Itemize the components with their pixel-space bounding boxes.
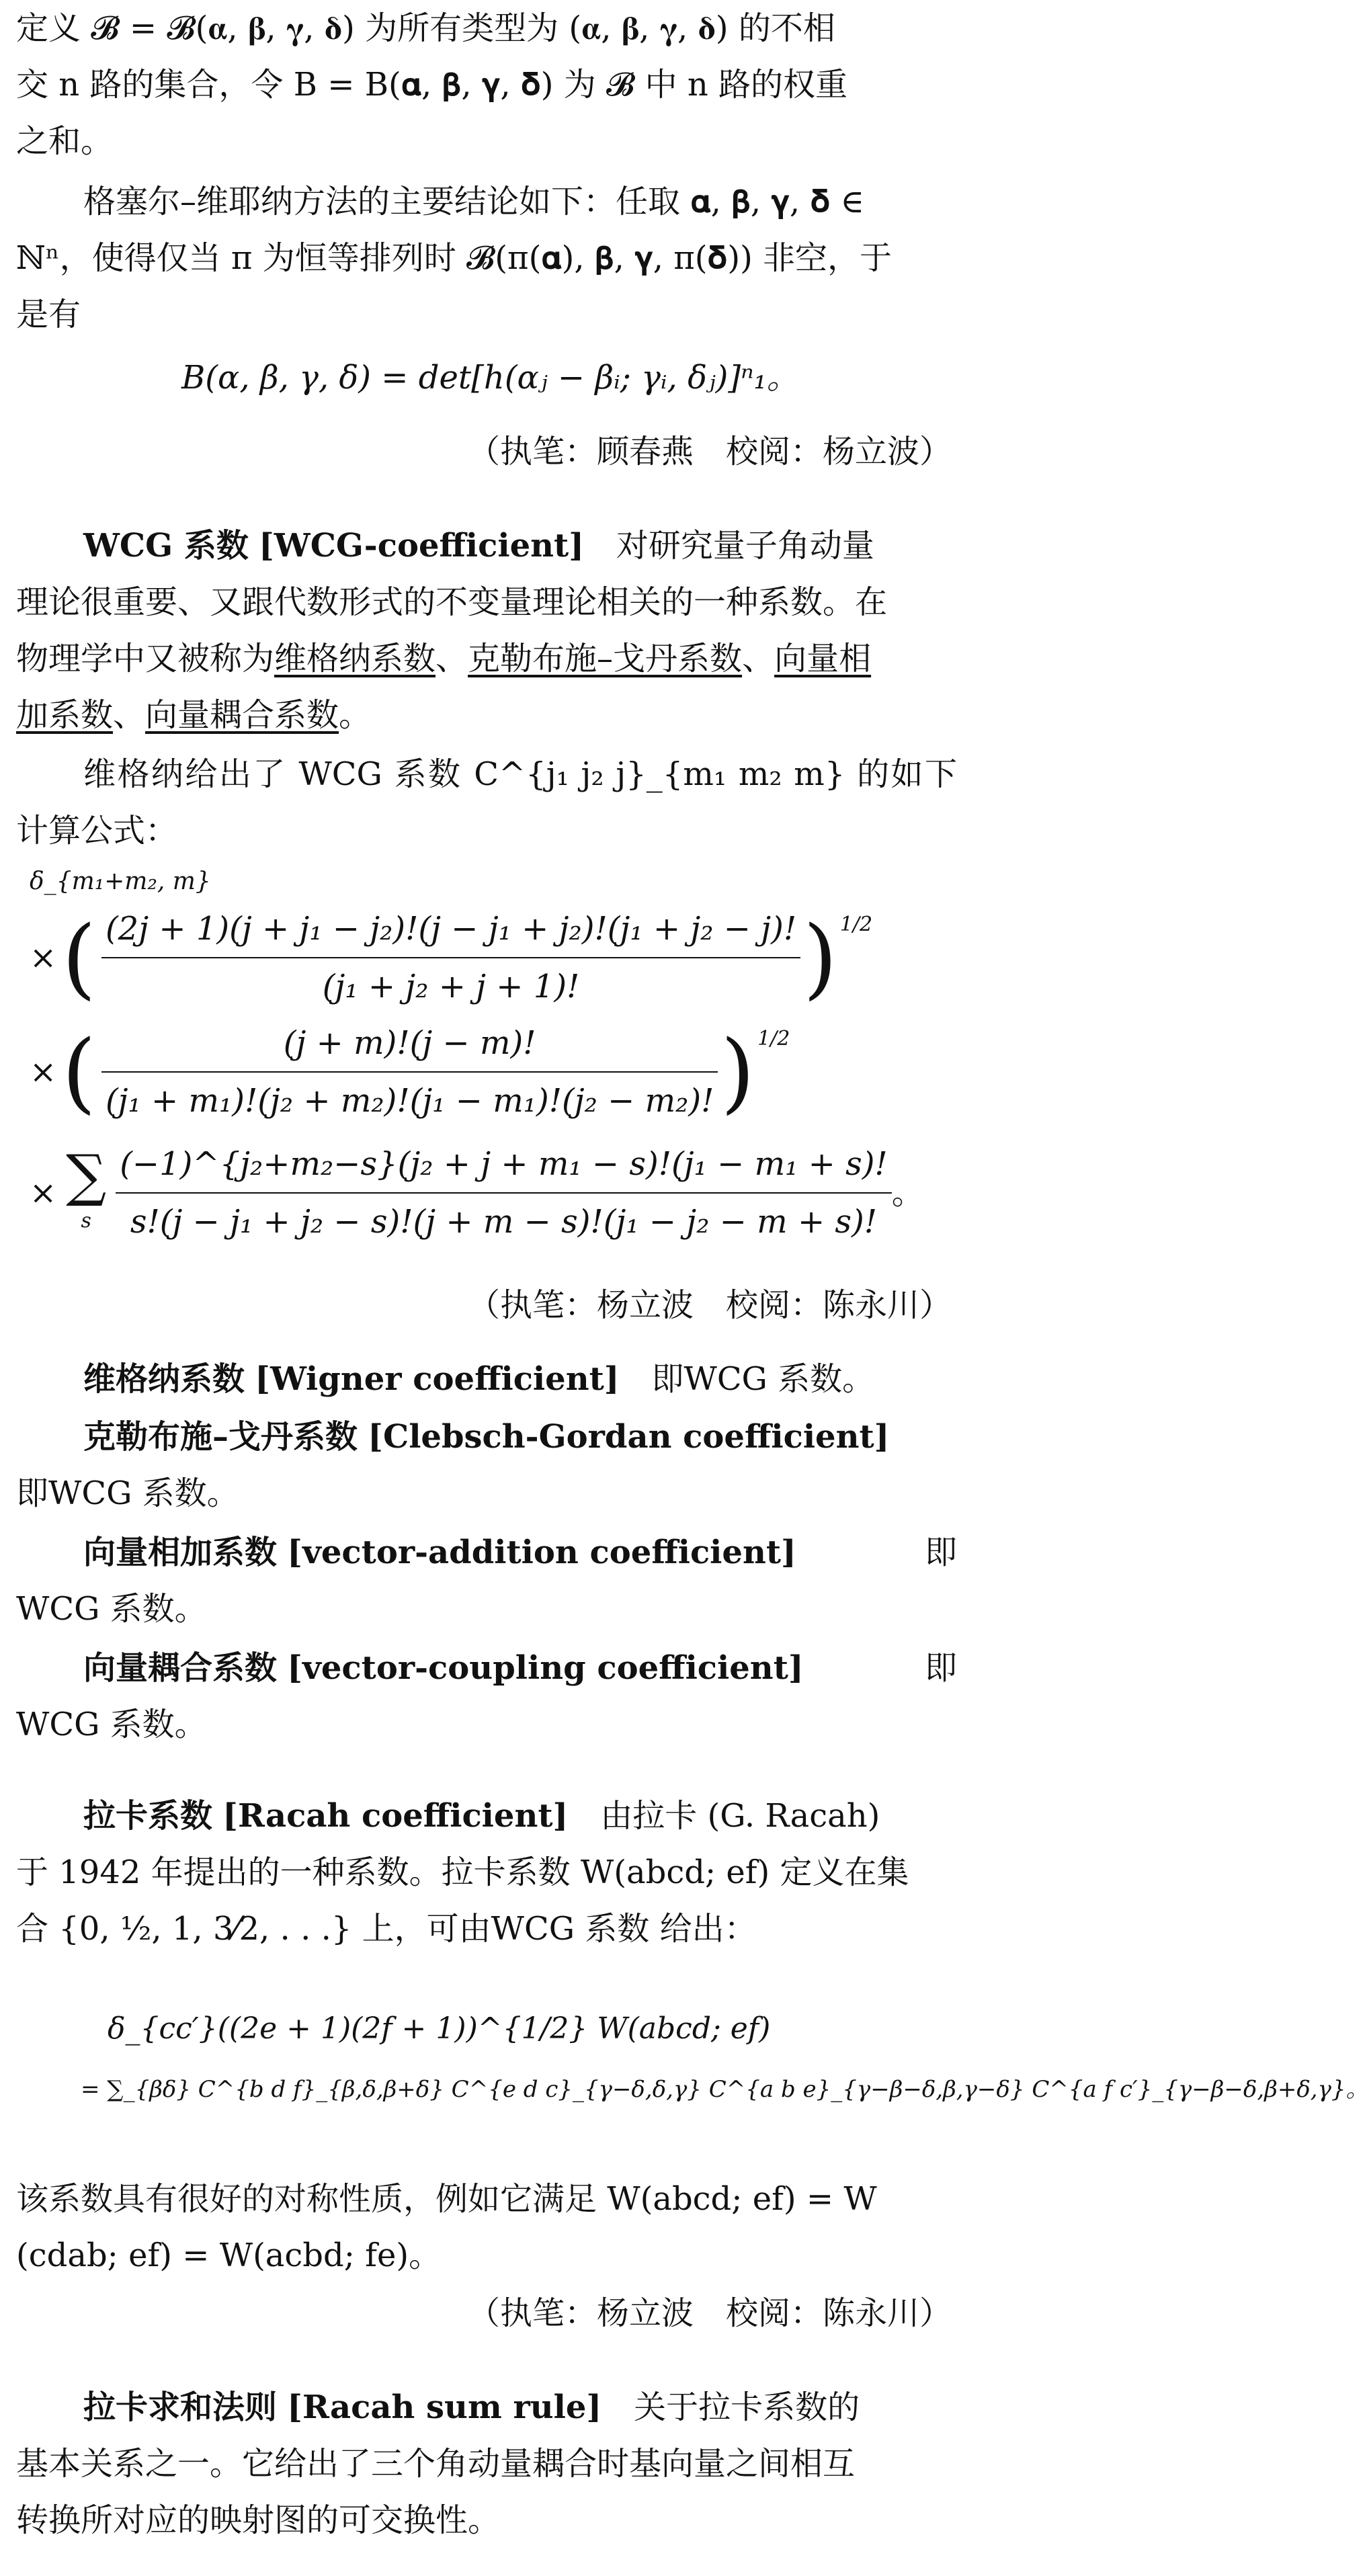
wcg-line3: 物理学中又被称为 <box>16 640 275 677</box>
formula-line-2: × ( $\frac{\text{(2j + 1)(j + j₁ − j₂)!(j − j₁ + j₂)!(j₁ + j₂ − j)!}}{\text{(j₁ + j₂ + j + 1)!}}$ ) $^{1/2}$ <box>30 907 872 1008</box>
cross-ref-link[interactable]: 克勒布施–戈丹系数 <box>468 640 743 677</box>
racah-sum-rule-entry: 拉卡求和法则 [Racah sum rule] 关于拉卡系数的 基本关系之一。它给出了三个角动量耦合时基向量之间相互 转换所对应的映射图的可交换性。 <box>16 2388 860 2539</box>
credit-line: （执笔：顾春燕 校阅：杨立波） <box>467 433 952 470</box>
p2-line2: ℕⁿ，使得仅当 π 为恒等排列时 𝓑(π(𝛂), 𝛃, 𝛄, π(𝛅)) 非空，于 <box>16 239 893 277</box>
wigner-entry: 维格纳系数 [Wigner coefficient] 即WCG 系数。 <box>83 1360 875 1398</box>
entry-english: [WCG-coefficient] <box>259 527 584 565</box>
definition-paragraph <box>16 0 957 169</box>
racah-formula-line2: = ∑_{βδ} C^{b d f}_{β,δ,β+δ} C^{e d c}_{γ−δ,δ,γ} C^{a b e}_{γ−β−δ,β,γ−δ} C^{a f c′}_{γ−β−δ,β+δ,γ}。 <box>81 2076 1369 2103</box>
p1-line3: 之和。 <box>16 122 114 160</box>
fraction-denominator: s!(j − j₁ + j₂ − s)!(j + m − s)!(j₁ − j₂ − m + s)! <box>130 1203 878 1241</box>
p2-line1: 格塞尔–维耶纳方法的主要结论如下：任取 𝛂, 𝛃, 𝛄, 𝛅 ∈ <box>83 183 865 220</box>
vector-addition-entry: 向量相加系数 [vector-addition coefficient] 即 WCG 系数。 <box>16 1534 957 1628</box>
cross-ref-link[interactable]: 维格纳系数 <box>274 640 436 677</box>
fraction-numerator: (−1)^{j₂+m₂−s}(j₂ + j + m₁ − s)!(j₁ − m₁ + s)! <box>116 1136 892 1194</box>
clebsch-gordan-entry: 克勒布施–戈丹系数 [Clebsch-Gordan coefficient] 即WCG 系数。 <box>16 1418 890 1512</box>
formula-delta: δ_{m₁+m₂, m} <box>30 868 211 895</box>
vector-coupling-entry: 向量耦合系数 [vector-coupling coefficient] 即 WCG 系数。 <box>16 1649 957 1743</box>
entry-definition: 对研究量子角动量 <box>583 527 874 565</box>
gessel-viennot-paragraph <box>16 173 957 343</box>
wcg-formula-intro: 维格纳给出了 WCG 系数 C^{j₁ j₂ j}_{m₁ m₂ m} 的如下计算公式： <box>16 755 957 849</box>
p1-line2: 交 n 路的集合，令 B = B(𝛂, 𝛃, 𝛄, 𝛅) 为 𝓑 中 n 路的权重 <box>16 66 848 103</box>
fraction-denominator: (j₁ + j₂ + j + 1)! <box>322 968 580 1005</box>
cross-ref-link[interactable]: 向量相 <box>774 640 872 677</box>
wcg-line2: 理论很重要、又跟代数形式的不变量理论相关的一种系数。在 <box>16 583 888 621</box>
p2-line3: 是有 <box>16 296 81 333</box>
cross-ref-link[interactable]: 向量耦合系数 <box>145 696 339 734</box>
entry-term: WCG 系数 <box>83 527 249 565</box>
p1-line1: 定义 𝓑 = 𝓑(𝛂, 𝛃, 𝛄, 𝛅) 为所有类型为 (𝛂, 𝛃, 𝛄, 𝛅) 的不相 <box>16 9 835 47</box>
cross-ref-link[interactable]: 加系数 <box>16 696 114 734</box>
credit-line: （执笔：杨立波 校阅：陈永川） <box>467 2294 952 2332</box>
racah-coefficient-entry: 拉卡系数 [Racah coefficient] 由拉卡 (G. Racah) 于 1942 年提出的一种系数。拉卡系数 W(abcd; ef) 定义在集 合 {0, ½, 1, 3⁄2, . . .} 上，可由WCG 系数 给出： <box>16 1797 909 1948</box>
determinant-formula: B(α, β, γ, δ) = det[h(αⱼ − βᵢ; γᵢ, δⱼ)]ⁿ₁。 <box>181 359 799 397</box>
racah-formula-line1: δ_{cc′}((2e + 1)(2f + 1))^{1/2} W(abcd; ef) <box>108 2011 771 2046</box>
fraction-denominator: (j₁ + m₁)!(j₂ + m₂)!(j₁ − m₁)!(j₂ − m₂)! <box>105 1082 714 1120</box>
wcg-entry: WCG 系数 [WCG-coefficient] 对研究量子角动量 理论很重要、又跟代数形式的不变量理论相关的一种系数。在 物理学中又被称为维格纳系数、克勒布施–戈丹系数、向量相 加系数、向量耦合系数。 <box>16 527 888 734</box>
fraction-numerator: (j + m)!(j − m)! <box>101 1015 718 1073</box>
formula-line-4: × ∑ s $\frac{\text{(−1)\textasciicircum{}\{j₂+m₂−s\}(j₂ + j + m₁ − s)!(j₁ − m₁ + s)!}}{\text{s!(j − j₁ + j₂ − s)!(j + m − s)!(j₁ − j₂ − m + s)!}}$ 。 <box>30 1136 924 1250</box>
racah-property: 该系数具有很好的对称性质，例如它满足 W(abcd; ef) = W (cdab; ef) = W(acbd; fe)。 <box>16 2180 877 2274</box>
fraction-numerator: (2j + 1)(j + j₁ − j₂)!(j − j₁ + j₂)!(j₁ + j₂ − j)! <box>101 901 800 958</box>
formula-line-3: × ( $\frac{(j + m)!(j - m)!}{\text{(j₁ + m₁)!(j₂ + m₂)!(j₁ − m₁)!(j₂ − m₂)!}}$ ) $^{1/2}$ <box>30 1022 790 1122</box>
credit-line: （执笔：杨立波 校阅：陈永川） <box>467 1286 952 1324</box>
